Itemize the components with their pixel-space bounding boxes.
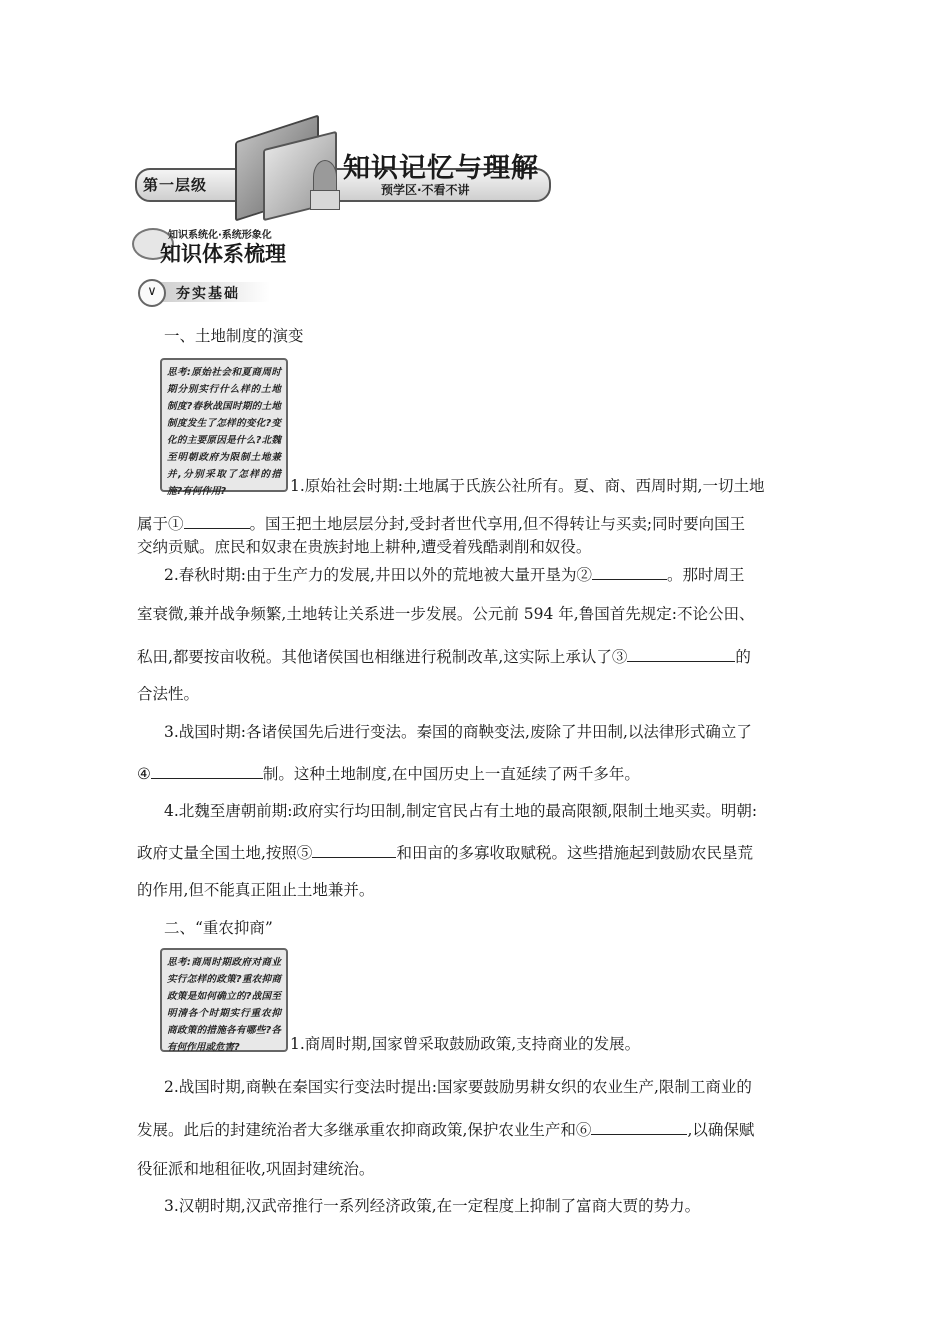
s2-p1: 1.商周时期,国家曾采取鼓励政策,支持商业的发展。 bbox=[290, 1035, 641, 1053]
s1-p3-line1: 3.战国时期:各诸侯国先后进行变法。秦国的商鞅变法,废除了井田制,以法律形式确立了 bbox=[164, 723, 752, 741]
think-box-1 bbox=[160, 358, 288, 497]
blank-5[interactable] bbox=[312, 841, 396, 858]
s1-p2-prefix: 2.春秋时期:由于生产力的发展,井田以外的荒地被大量开垦为② bbox=[164, 566, 592, 584]
s1-p1-line3: 交纳贡赋。庶民和奴隶在贵族封地上耕种,遭受着残酷剥削和奴役。 bbox=[137, 538, 592, 556]
banner-subtitle: 预学区·不看不讲 bbox=[381, 183, 470, 197]
s2-p2-line1: 2.战国时期,商鞅在秦国实行变法时提出:国家要鼓励男耕女织的农业生产,限制工商业的 bbox=[164, 1078, 752, 1096]
s1-p1-suffix: 。国王把土地层层分封,受封者世代享用,但不得转让与买卖;同时要向国王 bbox=[249, 515, 746, 533]
s1-p1-prefix: 属于① bbox=[137, 515, 184, 533]
s1-p3-suffix: 制。这种土地制度,在中国历史上一直延续了两千多年。 bbox=[262, 765, 640, 783]
think-box-2 bbox=[160, 948, 288, 1052]
chevron-down-icon: ∨ bbox=[138, 279, 166, 307]
think-box-2-text: 思考:商周时期政府对商业实行怎样的政策?重农抑商政策是如何确立的?战国至明清各个时期实行重农抑商政策的措施各有哪些?各有何作用或危害? bbox=[167, 957, 281, 1053]
s1-p4-suffix: 和田亩的多寡收取赋税。这些措施起到鼓励农民垦荒 bbox=[396, 844, 753, 862]
section1-heading: 一、土地制度的演变 bbox=[164, 327, 304, 345]
s1-p4-line1: 4.北魏至唐朝前期:政府实行均田制,制定官民占有土地的最高限额,限制土地买卖。明朝: bbox=[164, 802, 758, 820]
s1-p4-prefix: 政府丈量全国土地,按照⑤ bbox=[137, 844, 313, 862]
s1-p1-line2 bbox=[137, 512, 745, 534]
s2-p3: 3.汉朝时期,汉武帝推行一系列经济政策,在一定程度上抑制了富商大贾的势力。 bbox=[164, 1197, 701, 1215]
knowledge-system-subtitle: 知识系统化·系统形象化 bbox=[168, 230, 272, 241]
s1-p3-prefix: ④ bbox=[137, 765, 151, 783]
s2-p2-line2 bbox=[137, 1118, 754, 1140]
think-box-1-text: 思考:原始社会和夏商周时期分别实行什么样的土地制度?春秋战国时期的土地制度发生了怎样的变化?变化的主要原因是什么?北魏至明朝政府为限制土地兼并,分别采取了怎样的措施?有何作用? bbox=[167, 367, 281, 497]
blank-6[interactable] bbox=[591, 1118, 687, 1135]
s1-p2-line3 bbox=[137, 645, 751, 667]
s1-p2-line2: 室衰微,兼并战争频繁,土地转让关系进一步发展。公元前 594 年,鲁国首先规定:不论公田、 bbox=[137, 605, 755, 623]
s1-p1-line1: 1.原始社会时期:土地属于氏族公社所有。夏、商、西周时期,一切土地 bbox=[290, 477, 765, 495]
s1-p2-prefix2: 私田,都要按亩收税。其他诸侯国也相继进行税制改革,这实际上承认了③ bbox=[137, 648, 628, 666]
s1-p2-line4: 合法性。 bbox=[137, 685, 200, 703]
blank-2[interactable] bbox=[592, 563, 667, 580]
s1-p2-suffix2: 的 bbox=[735, 648, 751, 666]
s2-p2-prefix: 发展。此后的封建统治者大多继承重农抑商政策,保护农业生产和⑥ bbox=[137, 1121, 592, 1139]
s1-p2-suffix: 。那时周王 bbox=[666, 566, 745, 584]
s1-p3-line2 bbox=[137, 762, 640, 784]
blank-3[interactable] bbox=[627, 645, 735, 662]
plant-icon bbox=[313, 160, 337, 194]
banner-title: 知识记忆与理解 bbox=[343, 153, 539, 184]
s2-p2-suffix: ,以确保赋 bbox=[687, 1121, 755, 1139]
s1-p4-line2 bbox=[137, 841, 753, 863]
s1-p2-line1 bbox=[164, 563, 744, 585]
level-banner bbox=[135, 120, 555, 220]
s2-p2-line3: 役征派和地租征收,巩固封建统治。 bbox=[137, 1160, 375, 1178]
basics-label: 夯实基础 bbox=[176, 286, 240, 302]
banner-level-label: 第一层级 bbox=[143, 176, 208, 194]
blank-4[interactable] bbox=[151, 762, 263, 779]
flowerpot-icon bbox=[310, 190, 340, 210]
section2-heading: 二、“重农抑商” bbox=[164, 919, 273, 937]
blank-1[interactable] bbox=[184, 512, 250, 529]
s1-p4-line3: 的作用,但不能真正阻止土地兼并。 bbox=[137, 881, 375, 899]
knowledge-system-title: 知识体系梳理 bbox=[160, 242, 286, 266]
